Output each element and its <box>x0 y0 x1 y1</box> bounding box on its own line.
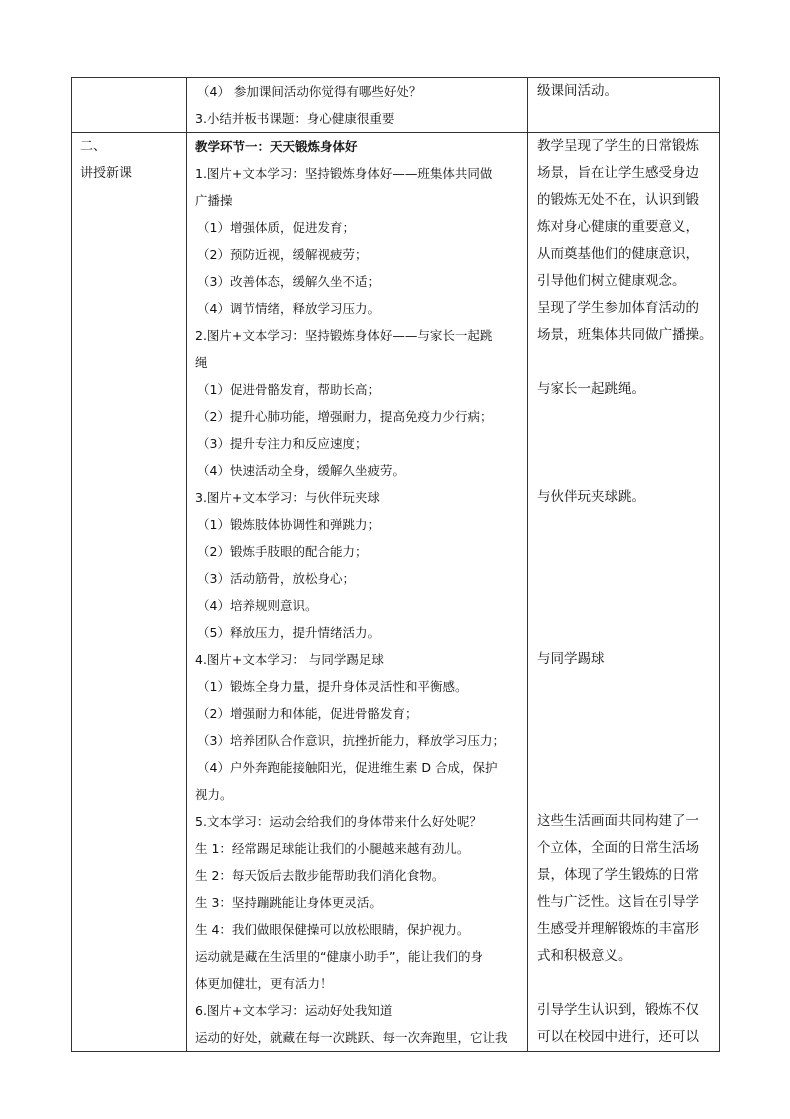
stage-cell <box>72 133 187 1052</box>
notes-line: 从而奠基他们的健康意识， <box>537 246 699 262</box>
notes-line <box>528 565 719 592</box>
content-line: 生 1：经常踢足球能让我们的小腿越来越有劲儿。 <box>195 841 470 856</box>
notes-line: 级课间活动。 <box>537 83 618 99</box>
content-line: 生 4：我们做眼保健操可以放松眼睛，保护视力。 <box>195 922 470 937</box>
content-line: 生 3：坚持蹦跳能让身体更灵活。 <box>195 895 382 910</box>
notes-line <box>528 754 719 781</box>
content-line: 5.文本学习：运动会给我们的身体带来什么好处呢？ <box>195 814 482 829</box>
content-line: 运动的好处，就藏在每一次跳跃、每一次奔跑里，它让我 <box>195 1030 508 1045</box>
content-line: 6.图片+文本学习：运动好处我知道 <box>195 1003 393 1018</box>
notes-line: 炼对身心健康的重要意义， <box>537 219 699 235</box>
notes-line: 与家长一起跳绳。 <box>537 381 645 397</box>
stage-number: 二、 <box>80 139 107 154</box>
notes-line: 引导他们树立健康观念。 <box>537 273 686 289</box>
notes-line: 个立体，全面的日常生活场 <box>537 840 699 856</box>
content-line: 3.图片+文本学习：与伙伴玩夹球 <box>195 490 380 505</box>
content-line: 3.小结并板书课题：身心健康很重要 <box>195 111 395 126</box>
content-line: （3）活动筋骨，放松身心； <box>197 571 355 586</box>
content-line: （4）培养规则意识。 <box>197 598 318 613</box>
notes-line: 场景，旨在让学生感受身边 <box>537 165 699 181</box>
content-line: （3）提升专注力和反应速度； <box>197 436 368 451</box>
content-line: （2）锻炼手肢眼的配合能力； <box>197 544 368 559</box>
notes-line: 呈现了学生参加体育活动的 <box>537 300 699 316</box>
notes-line <box>528 970 719 997</box>
stage-title: 讲授新课 <box>80 166 133 181</box>
content-line: （4）户外奔跑能接触阳光，促进维生素 D 合成，保护 <box>197 760 498 775</box>
table-row <box>72 78 720 133</box>
content-line: 2.图片+文本学习：坚持锻炼身体好——与家长一起跳 <box>195 328 493 343</box>
notes-line <box>528 619 719 646</box>
notes-line: 生感受并理解锻炼的丰富形 <box>537 921 699 937</box>
content-line: （2）增强耐力和体能，促进骨骼发育； <box>197 706 418 721</box>
content-line: （3）改善体态，缓解久坐不适； <box>197 274 380 289</box>
notes-line <box>528 592 719 619</box>
content-line: （1）增强体质，促进发育； <box>197 220 355 235</box>
content-line: （2）提升心肺功能，增强耐力，提高免疫力少行病； <box>197 409 493 424</box>
notes-cell <box>528 78 720 133</box>
notes-line <box>528 511 719 538</box>
content-line: （4）调节情绪，释放学习压力。 <box>197 301 380 316</box>
content-line: （1）促进骨骼发育，帮助长高； <box>197 382 380 397</box>
notes-line <box>528 781 719 808</box>
notes-line <box>528 700 719 727</box>
content-line: 绳 <box>195 355 208 370</box>
notes-line <box>528 430 719 457</box>
content-cell <box>187 133 528 1052</box>
notes-line <box>528 403 719 430</box>
notes-line: 景，体现了学生锻炼的日常 <box>537 867 699 883</box>
table-row <box>72 133 720 1052</box>
notes-line <box>528 457 719 484</box>
notes-line: 教学呈现了学生的日常锻炼 <box>537 138 699 154</box>
content-line: 视力。 <box>195 787 233 802</box>
notes-line <box>528 538 719 565</box>
notes-line: 引导学生认识到，锻炼不仅 <box>537 1002 699 1018</box>
content-line: （4） 参加课间活动你觉得有哪些好处？ <box>197 84 422 99</box>
content-line: 生 2：每天饭后去散步能帮助我们消化食物。 <box>195 868 445 883</box>
notes-cell <box>528 133 720 1052</box>
notes-line: 这些生活画面共同构建了一 <box>537 813 699 829</box>
notes-line: 性与广泛性。这旨在引导学 <box>537 894 699 910</box>
content-line: 运动就是藏在生活里的“健康小助手”，能让我们的身 <box>195 949 483 964</box>
notes-line: 场景，班集体共同做广播操。 <box>537 327 713 343</box>
content-line: 广播操 <box>195 193 233 208</box>
content-line: （1）锻炼肢体协调性和弹跳力； <box>197 517 380 532</box>
content-line: 1.图片+文本学习：坚持锻炼身体好——班集体共同做 <box>195 166 493 181</box>
section-heading: 教学环节一：天天锻炼身体好 <box>195 139 358 154</box>
notes-line <box>528 673 719 700</box>
stage-cell <box>72 78 187 133</box>
notes-line <box>528 727 719 754</box>
content-line: 4.图片+文本学习： 与同学踢足球 <box>195 652 384 667</box>
content-line: 体更加健壮，更有活力！ <box>195 976 333 991</box>
content-line: （5）释放压力，提升情绪活力。 <box>197 625 380 640</box>
notes-line <box>528 349 719 376</box>
notes-line: 可以在校园中进行，还可以 <box>537 1029 699 1045</box>
notes-line: 与同学踢球 <box>537 651 605 667</box>
content-cell <box>187 78 528 133</box>
content-line: （2）预防近视，缓解视疲劳； <box>197 247 368 262</box>
content-line: （1）锻炼全身力量，提升身体灵活性和平衡感。 <box>197 679 468 694</box>
content-line: （3）培养团队合作意识，抗挫折能力，释放学习压力； <box>197 733 505 748</box>
lesson-plan-table <box>71 77 720 1052</box>
content-line: （4）快速活动全身，缓解久坐疲劳。 <box>197 463 405 478</box>
notes-line: 的锻炼无处不在，认识到锻 <box>537 192 699 208</box>
notes-line: 式和积极意义。 <box>537 948 632 964</box>
notes-line: 与伙伴玩夹球跳。 <box>537 489 645 505</box>
